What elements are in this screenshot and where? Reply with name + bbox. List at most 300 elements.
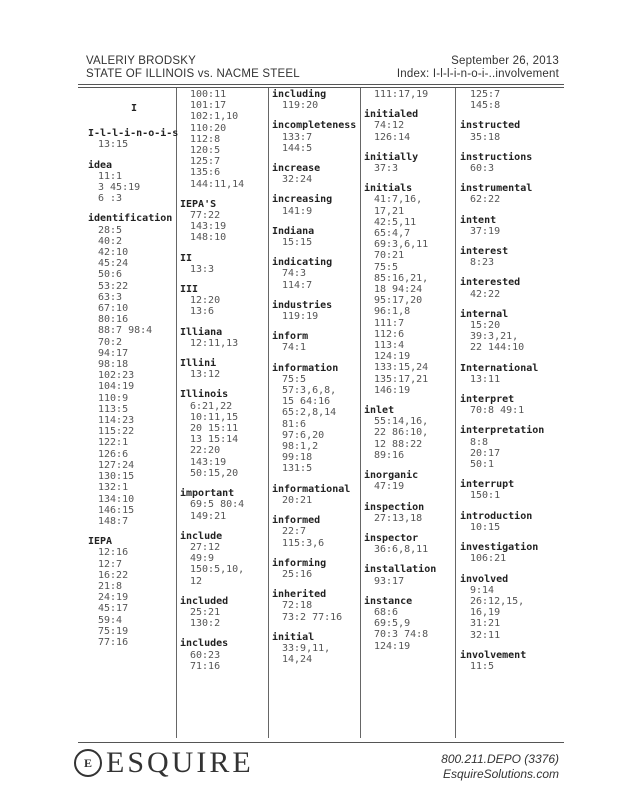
page-line-ref: 62:22 (470, 194, 501, 206)
index-entry (364, 470, 456, 492)
header-rule-2 (78, 87, 564, 88)
page-line-ref: 143:19 (190, 456, 227, 468)
page-line-refs (180, 607, 272, 629)
page-line-ref: 22 144:10 (470, 342, 525, 354)
index-entry (460, 215, 552, 237)
page-line-refs (180, 264, 272, 275)
page-line-ref: 113:4 (374, 340, 405, 352)
index-column-5 (460, 89, 552, 681)
page-line-ref: 42:5,11 (374, 216, 417, 228)
page-line-ref: 130:2 (190, 618, 221, 630)
index-term: I-l-l-i-n-o-i-s (88, 128, 179, 140)
page-line-ref: 115:22 (98, 426, 135, 438)
index-entry (460, 542, 552, 564)
page-line-ref: 37:3 (374, 163, 399, 175)
page-line-ref: 60:3 (470, 163, 495, 175)
page-line-refs (364, 481, 456, 492)
page-line-ref: 144:11,14 (190, 178, 245, 190)
index-term: II (180, 252, 193, 264)
index-entry (272, 558, 364, 580)
page-line-refs (460, 585, 552, 641)
page-line-ref: 72:18 (282, 600, 313, 612)
index-term: initial (272, 631, 315, 643)
page-line-refs (460, 132, 552, 143)
page-line-ref: 67:10 (98, 303, 129, 315)
page-line-ref: 39:3,21, (470, 331, 519, 343)
index-column-2 (180, 89, 272, 681)
page-line-ref: 53:22 (98, 280, 129, 292)
page-line-ref: 13:15 (98, 139, 129, 151)
index-entry (460, 183, 552, 205)
page-line-ref: 146:19 (374, 384, 411, 396)
page-line-refs (272, 495, 364, 506)
page-line-ref: 74:12 (374, 120, 405, 132)
index-term: inherited (272, 589, 327, 601)
page-line-ref: 81:6 (282, 418, 307, 430)
page-line-ref: 15:20 (470, 320, 501, 332)
index-term: initialed (364, 109, 419, 121)
index-term: introduction (460, 510, 533, 522)
page-line-ref: 13:12 (190, 369, 221, 381)
page-line-ref: 113:5 (98, 403, 129, 415)
page-line-ref: 135:6 (190, 167, 221, 179)
page-line-refs (272, 100, 364, 111)
index-term: instructions (460, 151, 533, 163)
index-term: indicating (272, 257, 333, 269)
logo-wordmark: ESQUIRE (106, 746, 254, 779)
page-line-refs (272, 268, 364, 290)
index-term: includes (180, 638, 229, 650)
esquire-logo (74, 746, 254, 780)
index-term: instructed (460, 120, 521, 132)
page-line-ref: 8:8 (470, 436, 489, 448)
section-letter: I (130, 103, 138, 114)
footer-website: EsquireSolutions.com (442, 767, 559, 781)
page-line-ref: 144:5 (282, 142, 313, 154)
page-line-refs (460, 374, 552, 385)
page-line-ref: 73:2 77:16 (282, 611, 343, 623)
page-line-ref: 15 64:16 (282, 396, 331, 408)
index-entry (272, 120, 364, 154)
page-line-ref: 101:17 (190, 100, 227, 112)
index-term: inorganic (364, 470, 419, 482)
page-line-ref: 149:21 (190, 510, 227, 522)
page-line-refs (180, 542, 272, 587)
index-term: Indiana (272, 225, 315, 237)
page-line-refs (364, 89, 456, 100)
page-line-ref: 40:2 (98, 235, 123, 247)
page-line-refs (364, 576, 456, 587)
page-line-refs (460, 320, 552, 354)
page-line-ref: 68:6 (374, 606, 399, 618)
page-line-ref: 50:15,20 (190, 467, 239, 479)
page-line-ref: 14,24 (282, 654, 313, 666)
page-line-ref: 89:16 (374, 449, 405, 461)
page-line-ref: 10:15 (470, 521, 501, 533)
page-line-ref: 27:12 (190, 541, 221, 553)
page-line-ref: 11:5 (470, 660, 495, 672)
index-term: increase (272, 163, 321, 175)
page-line-ref: 127:24 (98, 459, 135, 471)
page-line-ref: 45:17 (98, 603, 129, 615)
page-line-ref: 80:16 (98, 314, 129, 326)
page-line-ref: 47:19 (374, 481, 405, 493)
page-line-ref: 70:21 (374, 250, 405, 262)
index-entry (364, 152, 456, 174)
page-line-ref: 126:14 (374, 131, 411, 143)
index-entry (272, 484, 364, 506)
page-line-ref: 11:1 (98, 170, 123, 182)
page-line-refs (364, 194, 456, 396)
index-entry (460, 511, 552, 533)
page-line-refs (460, 522, 552, 533)
index-term: increasing (272, 194, 333, 206)
page-line-ref: 150:5,10, (190, 564, 245, 576)
page-line-ref: 22:7 (282, 526, 307, 538)
index-term: intent (460, 214, 497, 226)
index-entry (272, 226, 364, 248)
page-line-ref: 16,19 (470, 607, 501, 619)
page-line-ref: 36:6,8,11 (374, 544, 429, 556)
page-line-ref: 10:11,15 (190, 411, 239, 423)
page-line-refs (272, 374, 364, 475)
page-line-ref: 12:20 (190, 295, 221, 307)
index-term: informational (272, 483, 351, 495)
page-line-refs (180, 499, 272, 521)
header-date: September 26, 2013 (451, 55, 559, 67)
page-line-ref: 146:15 (98, 504, 135, 516)
page-line-refs (180, 89, 272, 190)
page-line-refs (88, 547, 180, 648)
index-term: interrupt (460, 479, 515, 491)
page-line-ref: 41:7,16, (374, 194, 423, 206)
page-line-ref: 98:18 (98, 359, 129, 371)
index-term: informing (272, 557, 327, 569)
index-entry (272, 194, 364, 216)
page-line-ref: 69:3,6,11 (374, 239, 429, 251)
index-entry (180, 596, 272, 630)
page-line-refs (180, 338, 272, 349)
index-term: IEPA'S (180, 198, 217, 210)
page-line-ref: 112:8 (190, 133, 221, 145)
index-term: installation (364, 564, 437, 576)
index-entry (88, 213, 180, 527)
index-column-4 (364, 89, 456, 661)
index-entry (460, 574, 552, 641)
index-entry (460, 479, 552, 501)
page-line-ref: 32:11 (470, 629, 501, 641)
index-entry (272, 89, 364, 111)
page-line-ref: 6 :3 (98, 193, 123, 205)
page-line-ref: 75:5 (282, 373, 307, 385)
page-line-refs (88, 225, 180, 527)
index-term: initials (364, 183, 413, 195)
page-line-ref: 12 88:22 (374, 438, 423, 450)
page-line-ref: 126:6 (98, 448, 129, 460)
page-line-ref: 98:1,2 (282, 441, 319, 453)
page-line-refs (180, 401, 272, 479)
index-entry (460, 363, 552, 385)
page-line-ref: 70:3 74:8 (374, 629, 429, 641)
page-line-ref: 141:9 (282, 205, 313, 217)
index-term: idea (88, 159, 113, 171)
page-line-ref: 143:19 (190, 221, 227, 233)
page-line-ref: 75:5 (374, 261, 399, 273)
index-entry (460, 650, 552, 672)
page-line-ref: 120:5 (190, 145, 221, 157)
index-entry (180, 488, 272, 522)
page-line-refs (272, 569, 364, 580)
page-line-ref: 45:24 (98, 258, 129, 270)
page-line-ref: 25:16 (282, 568, 313, 580)
index-column-3 (272, 89, 364, 674)
index-term: informed (272, 515, 321, 527)
page-line-refs (460, 553, 552, 564)
index-entry (364, 596, 456, 652)
index-entry (460, 425, 552, 470)
index-term: interest (460, 246, 509, 258)
page-line-ref: 99:18 (282, 452, 313, 464)
index-term: interpret (460, 394, 515, 406)
page-line-ref: 42:22 (470, 288, 501, 300)
page-line-refs (272, 342, 364, 353)
index-entry (272, 363, 364, 475)
page-line-ref: 102:23 (98, 370, 135, 382)
index-entry (180, 358, 272, 380)
page-line-ref: 97:6,20 (282, 429, 325, 441)
page-line-ref: 75:19 (98, 625, 129, 637)
page-line-ref: 74:1 (282, 342, 307, 354)
page-line-refs (460, 163, 552, 174)
page-line-ref: 132:1 (98, 482, 129, 494)
page-line-ref: 12:7 (98, 558, 123, 570)
page-line-ref: 13:11 (470, 373, 501, 385)
page-line-refs (364, 120, 456, 142)
index-term: including (272, 89, 327, 100)
page-line-ref: 49:9 (190, 553, 215, 565)
page-line-ref: 57:3,6,8, (282, 385, 337, 397)
page-line-refs (272, 132, 364, 154)
page-line-ref: 12:11,13 (190, 337, 239, 349)
page-line-refs (364, 513, 456, 524)
page-line-ref: 28:5 (98, 224, 123, 236)
page-line-ref: 124:19 (374, 640, 411, 652)
page-line-ref: 17,21 (374, 205, 405, 217)
index-entry (272, 589, 364, 623)
page-line-ref: 12:16 (98, 547, 129, 559)
index-entry (180, 389, 272, 479)
page-line-ref: 125:7 (470, 89, 501, 100)
header-index-range: Index: I-l-l-i-n-o-i-..involvement (396, 68, 559, 80)
page-line-ref: 33:9,11, (282, 642, 331, 654)
page-line-refs (364, 607, 456, 652)
page-line-refs (460, 226, 552, 237)
index-entry (460, 89, 552, 111)
index-term: information (272, 362, 339, 374)
page-line-ref: 42:10 (98, 247, 129, 259)
index-entry (272, 163, 364, 185)
page-line-ref: 70:2 (98, 336, 123, 348)
index-entry (88, 160, 180, 205)
index-entry (88, 536, 180, 648)
page-line-ref: 130:15 (98, 471, 135, 483)
index-term: identification (88, 213, 173, 225)
index-entry (364, 502, 456, 524)
page-line-ref: 145:8 (470, 100, 501, 112)
page-line-refs (180, 295, 272, 317)
page-line-refs (460, 194, 552, 205)
page-line-ref: 20:17 (470, 447, 501, 459)
index-term: International (460, 362, 539, 374)
page-line-refs (88, 139, 180, 150)
index-term: investigation (460, 542, 539, 554)
page-line-refs (180, 210, 272, 244)
index-entry (180, 89, 272, 190)
page-line-ref: 106:21 (470, 553, 507, 565)
logo-emblem-icon: E (74, 749, 102, 777)
page-line-ref: 69:5 80:4 (190, 499, 245, 511)
page-line-ref: 59:4 (98, 614, 123, 626)
page-line-ref: 114:23 (98, 415, 135, 427)
page-line-ref: 55:14,16, (374, 416, 429, 428)
page-line-refs (272, 311, 364, 322)
page-line-ref: 85:16,21, (374, 272, 429, 284)
page-line-ref: 119:20 (282, 100, 319, 112)
index-entry (364, 109, 456, 143)
page-line-ref: 148:7 (98, 515, 129, 527)
page-line-ref: 133:7 (282, 131, 313, 143)
page-line-ref: 100:11 (190, 89, 227, 100)
page-line-ref: 94:17 (98, 347, 129, 359)
index-term: instrumental (460, 183, 533, 195)
page-line-ref: 110:9 (98, 392, 129, 404)
page-line-ref: 37:19 (470, 225, 501, 237)
page-line-ref: 150:1 (470, 490, 501, 502)
index-term: interpretation (460, 425, 545, 437)
page-line-ref: 63:3 (98, 291, 123, 303)
page-line-refs (460, 289, 552, 300)
index-term: internal (460, 308, 509, 320)
page-line-ref: 135:17,21 (374, 373, 429, 385)
page-line-refs (460, 437, 552, 471)
index-entry (180, 327, 272, 349)
index-term: industries (272, 299, 333, 311)
page-line-ref: 88:7 98:4 (98, 325, 153, 337)
page-line-refs (460, 405, 552, 416)
page-line-ref: 50:6 (98, 269, 123, 281)
page-line-ref: 93:17 (374, 575, 405, 587)
index-term: III (180, 284, 199, 296)
index-entry (364, 564, 456, 586)
page-line-ref: 13 15:14 (190, 434, 239, 446)
page-line-ref: 65:2,8,14 (282, 407, 337, 419)
page-line-ref: 134:10 (98, 493, 135, 505)
index-entry (272, 515, 364, 549)
page-line-ref: 22:20 (190, 445, 221, 457)
page-line-ref: 96:1,8 (374, 306, 411, 318)
index-term: IEPA (88, 536, 113, 548)
page-line-ref: 115:3,6 (282, 537, 325, 549)
index-entry (460, 152, 552, 174)
page-line-ref: 20:21 (282, 494, 313, 506)
index-entry (460, 277, 552, 299)
page-line-refs (88, 171, 180, 205)
index-term: inform (272, 331, 309, 343)
page-line-ref: 21:8 (98, 580, 123, 592)
page-line-ref: 27:13,18 (374, 512, 423, 524)
index-column-1 (88, 89, 180, 657)
index-entry (364, 533, 456, 555)
page-line-ref: 71:16 (190, 660, 221, 672)
page-line-ref: 148:10 (190, 232, 227, 244)
page-line-ref: 24:19 (98, 592, 129, 604)
page-line-ref: 119:19 (282, 311, 319, 323)
index-entry (180, 284, 272, 318)
page-line-ref: 102:1,10 (190, 111, 239, 123)
page-line-ref: 20 15:11 (190, 423, 239, 435)
page-line-ref: 131:5 (282, 463, 313, 475)
page-line-refs (460, 490, 552, 501)
index-term: important (180, 488, 235, 500)
page-line-refs (364, 544, 456, 555)
page-line-ref: 25:21 (190, 606, 221, 618)
page-line-ref: 8:23 (470, 257, 495, 269)
page-line-refs (364, 416, 456, 461)
page-line-ref: 124:19 (374, 351, 411, 363)
page-line-ref: 111:17,19 (374, 89, 429, 100)
index-term: interested (460, 277, 521, 289)
footer-contact (441, 752, 559, 782)
index-term: instance (364, 595, 413, 607)
page-line-ref: 6:21,22 (190, 400, 233, 412)
index-term: inspection (364, 501, 425, 513)
index-term: inspector (364, 532, 419, 544)
index-entry (460, 246, 552, 268)
page-line-ref: 12 (190, 575, 203, 587)
index-entry (180, 638, 272, 672)
header-case-title: STATE OF ILLINOIS vs. NACME STEEL (86, 68, 300, 80)
page-line-ref: 13:6 (190, 306, 215, 318)
index-entry (460, 120, 552, 142)
page-line-ref: 104:19 (98, 381, 135, 393)
page-line-refs (272, 526, 364, 548)
page-line-refs (460, 89, 552, 111)
header-witness-name: VALERIY BRODSKY (86, 55, 196, 67)
index-term: involved (460, 573, 509, 585)
index-term: incompleteness (272, 120, 357, 132)
page-line-ref: 15:15 (282, 237, 313, 249)
footer-phone: 800.211.DEPO (3376) (441, 752, 559, 766)
header-rule (78, 84, 564, 85)
page-line-ref: 69:5,9 (374, 618, 411, 630)
index-term: Illini (180, 358, 217, 370)
index-entry (364, 405, 456, 461)
index-entry (272, 300, 364, 322)
index-term: inlet (364, 405, 395, 417)
page-line-ref: 122:1 (98, 437, 129, 449)
page-line-ref: 110:20 (190, 122, 227, 134)
page-line-refs (180, 369, 272, 380)
page-line-refs (180, 650, 272, 672)
page-line-refs (364, 163, 456, 174)
page-line-ref: 70:8 49:1 (470, 405, 525, 417)
page-line-ref: 3 45:19 (98, 182, 141, 194)
page-line-refs (272, 174, 364, 185)
page-line-ref: 9:14 (470, 584, 495, 596)
footer-rule (78, 742, 564, 743)
page-line-ref: 60:23 (190, 649, 221, 661)
page-line-refs (272, 206, 364, 217)
